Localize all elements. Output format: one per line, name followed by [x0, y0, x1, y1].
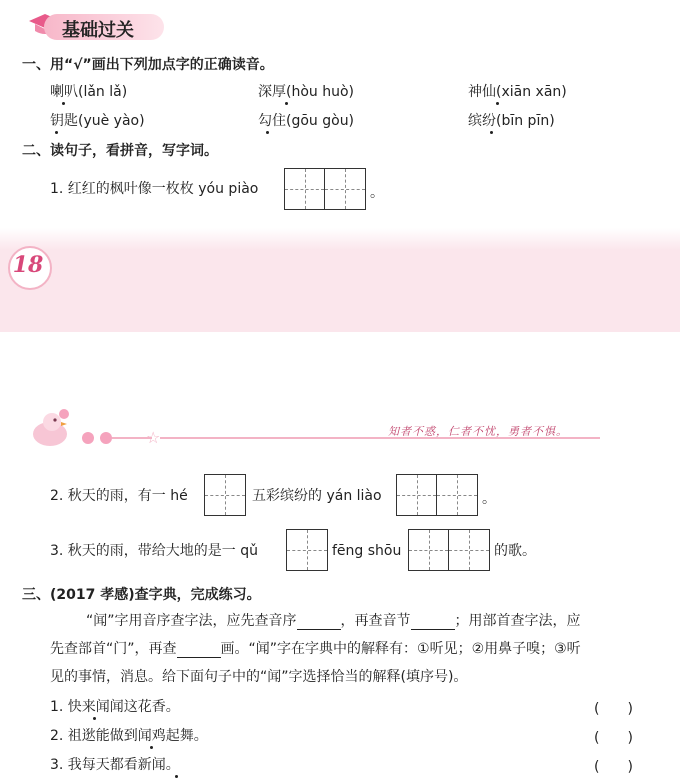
grid-cell[interactable]	[205, 475, 245, 515]
question-text: 1. 红红的枫叶像一枚枚 yóu piào	[50, 181, 259, 197]
pinyin-item: 喇叭(lǎn lǎ)	[50, 84, 128, 100]
question-text: fēng shōu	[332, 543, 402, 559]
question-text: 的歌。	[494, 543, 536, 559]
emphasis-dot	[285, 102, 288, 105]
writing-grid[interactable]	[396, 474, 478, 516]
pinyin-item: 神仙(xiān xān)	[468, 84, 567, 100]
fill-blank[interactable]	[177, 643, 221, 658]
question-text: 3. 秋天的雨，带给大地的是一 qǔ	[50, 543, 259, 559]
paragraph-line: 见的事情，消息。给下面句子中的“闻”字选择恰当的解释(填序号)。	[50, 669, 468, 685]
question-text: 2. 秋天的雨，有一 hé	[50, 488, 188, 504]
paragraph-text: 先查部首“门”，再查	[50, 641, 177, 657]
paragraph-text: ；用部首查字法，应	[454, 613, 581, 629]
sub-question: 1. 快来闻闻这花香。	[50, 699, 180, 715]
fill-blank[interactable]	[297, 615, 341, 630]
sub-question: 2. 祖逖能做到闻鸡起舞。	[50, 728, 208, 744]
paragraph-line	[50, 640, 581, 658]
fill-blank[interactable]	[411, 615, 455, 630]
emphasis-dot	[496, 102, 499, 105]
emphasis-dot	[490, 131, 493, 134]
writing-grid[interactable]	[408, 529, 490, 571]
emphasis-dot	[150, 746, 153, 749]
pinyin-item: 缤纷(bīn pīn)	[468, 113, 555, 129]
grid-cell[interactable]	[449, 530, 489, 570]
answer-box[interactable]: ( )	[594, 701, 633, 717]
emphasis-dot	[93, 717, 96, 720]
chick-mascot-icon	[28, 408, 74, 452]
paragraph-text: ，再查音节	[340, 613, 411, 629]
pinyin-item: 勾住(gōu gòu)	[258, 113, 355, 129]
paragraph-line	[86, 612, 581, 630]
star-icon: ☆	[146, 428, 161, 447]
grid-cell[interactable]	[285, 169, 325, 209]
question-text: 五彩缤纷的 yán liào	[252, 488, 382, 504]
writing-grid[interactable]	[286, 529, 328, 571]
grid-cell[interactable]	[397, 475, 437, 515]
answer-box[interactable]: ( )	[594, 730, 633, 746]
decor-dot	[100, 432, 112, 444]
page-band-fade	[0, 228, 680, 250]
emphasis-dot	[55, 131, 58, 134]
section-title: 基础过关	[62, 20, 134, 41]
section3-heading: 三、(2017 孝感)查字典，完成练习。	[22, 587, 261, 603]
emphasis-dot	[175, 775, 178, 778]
pinyin-item: 深厚(hòu huò)	[258, 84, 354, 100]
writing-grid[interactable]	[284, 168, 366, 210]
grid-cell[interactable]	[437, 475, 477, 515]
paragraph-text: 画。“闻”字在字典中的解释有：①听见；②用鼻子嗅；③听	[220, 641, 581, 657]
pinyin-item: 钥匙(yuè yào)	[50, 113, 145, 129]
section1-heading: 一、用“√”画出下列加点字的正确读音。	[22, 57, 274, 73]
emphasis-dot	[62, 102, 65, 105]
decor-dot	[82, 432, 94, 444]
motto: 知者不惑，仁者不忧，勇者不惧。	[388, 425, 568, 438]
sub-question: 3. 我每天都看新闻。	[50, 757, 180, 773]
writing-grid[interactable]	[204, 474, 246, 516]
period-mark: 。	[370, 185, 384, 201]
grid-cell[interactable]	[287, 530, 327, 570]
section2-heading: 二、读句子，看拼音，写字词。	[22, 143, 218, 159]
grid-cell[interactable]	[409, 530, 449, 570]
period-mark: 。	[482, 491, 496, 507]
emphasis-dot	[266, 131, 269, 134]
grid-cell[interactable]	[325, 169, 365, 209]
page-number: 18	[12, 252, 44, 278]
paragraph-text: “闻”字用音序查字法，应先查音序	[86, 613, 297, 629]
answer-box[interactable]: ( )	[594, 759, 633, 775]
